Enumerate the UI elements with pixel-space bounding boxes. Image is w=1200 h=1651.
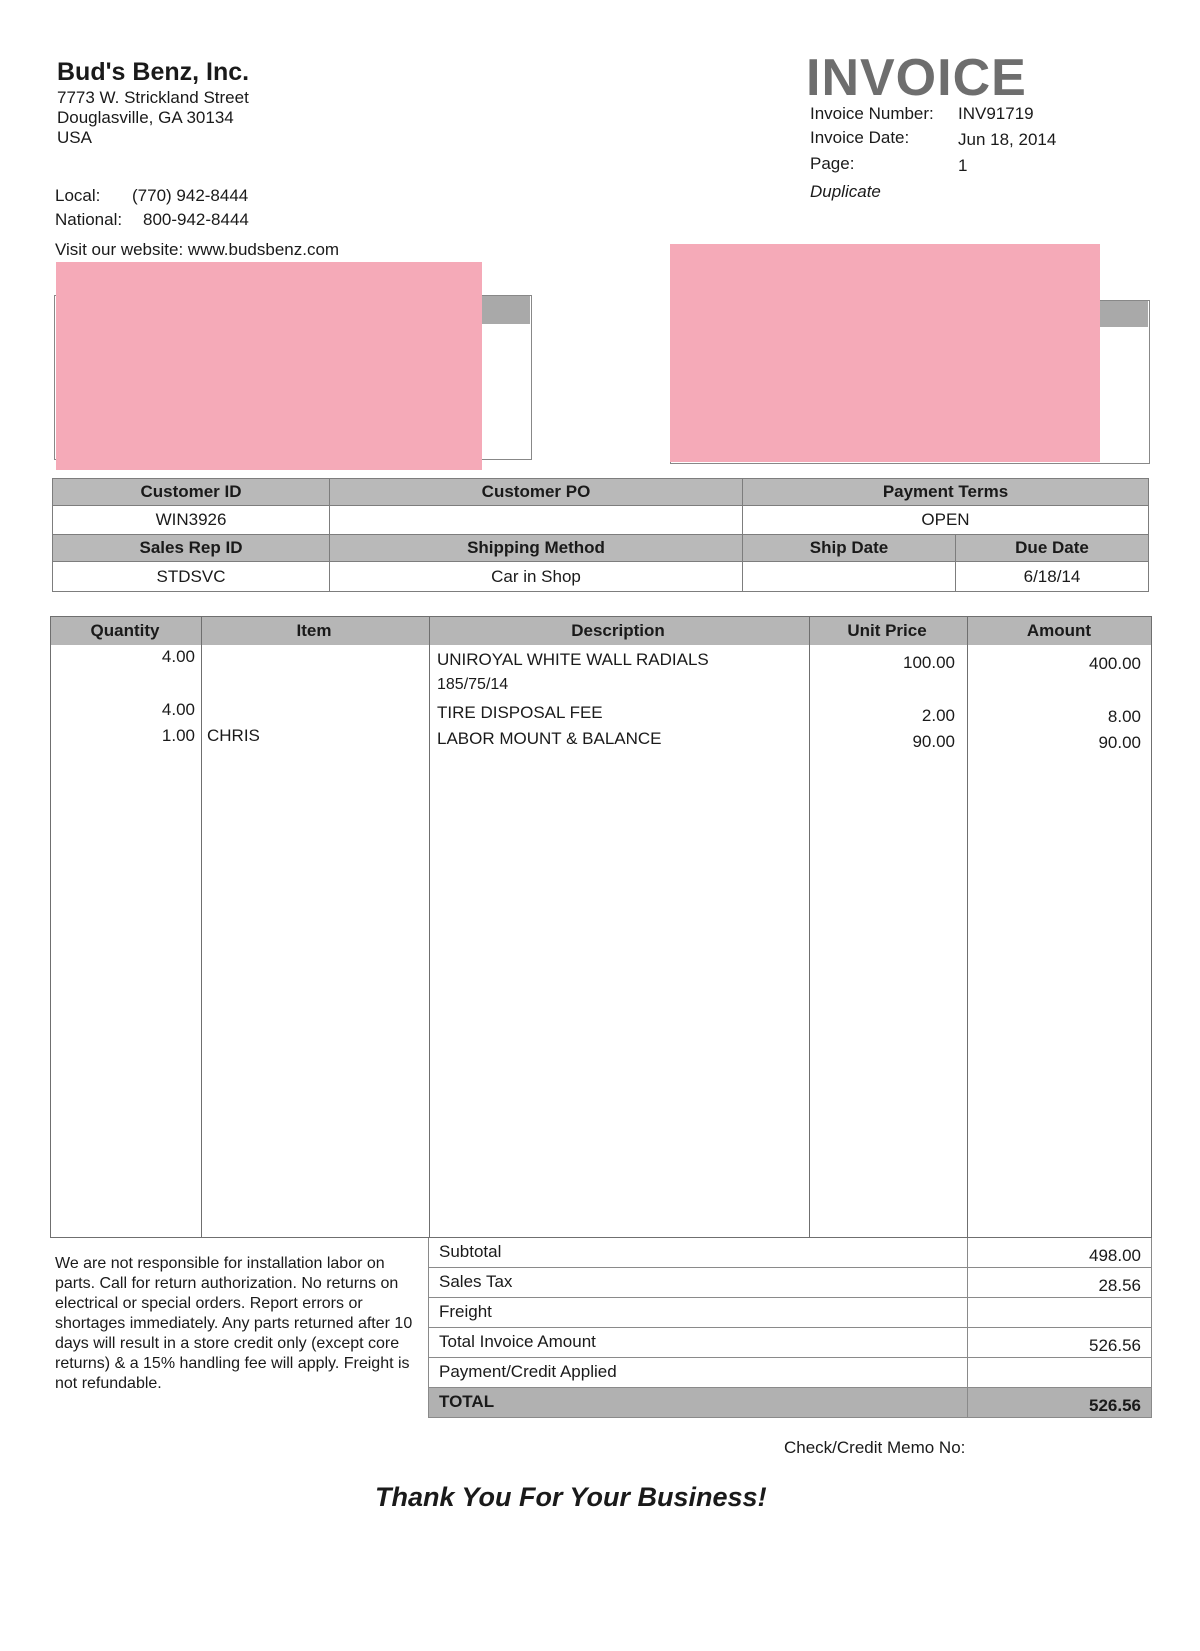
- sales-tax-label: Sales Tax: [439, 1272, 513, 1291]
- page-number: 1: [958, 156, 968, 175]
- sales-rep-value: STDSVC: [53, 562, 330, 592]
- total-invoice-value: 526.56: [1089, 1336, 1141, 1355]
- row1-description: UNIROYAL WHITE WALL RADIALS: [437, 650, 709, 669]
- total-value: 526.56: [1089, 1396, 1141, 1415]
- page-label: Page:: [810, 154, 855, 173]
- row4-quantity: 1.00: [161, 726, 195, 745]
- row4-description: LABOR MOUNT & BALANCE: [437, 729, 662, 748]
- header-description: Description: [571, 621, 665, 640]
- company-city: Douglasville, GA 30134: [57, 108, 234, 127]
- national-label: National:: [55, 210, 123, 229]
- ship-date-value: [743, 562, 956, 592]
- ship-date-header: Ship Date: [743, 535, 956, 562]
- ship-to-redaction: [670, 244, 1100, 462]
- thank-you-message: Thank You For Your Business!: [375, 1482, 767, 1512]
- line-items-header: [51, 617, 1151, 645]
- due-date-value: 6/18/14: [956, 562, 1149, 592]
- customer-id-value: WIN3926: [53, 506, 330, 535]
- subtotal-value: 498.00: [1089, 1246, 1141, 1265]
- company-country: USA: [57, 128, 92, 147]
- invoice-title: INVOICE: [806, 49, 1027, 107]
- row3-amount: 8.00: [1107, 707, 1141, 726]
- sales-rep-header: Sales Rep ID: [53, 535, 330, 562]
- row1-unit-price: 100.00: [903, 653, 955, 672]
- sales-tax-value: 28.56: [1098, 1276, 1141, 1295]
- row2-description: 185/75/14: [437, 676, 509, 693]
- header-quantity: Quantity: [90, 621, 160, 640]
- customer-id-header: Customer ID: [53, 479, 330, 506]
- invoice-date: Jun 18, 2014: [958, 130, 1057, 149]
- header-amount: Amount: [1026, 621, 1092, 640]
- invoice-date-label: Invoice Date:: [810, 128, 910, 147]
- info-table: [52, 478, 1149, 592]
- duplicate-note: Duplicate: [810, 182, 881, 201]
- customer-po-header: Customer PO: [330, 479, 743, 506]
- total-invoice-label: Total Invoice Amount: [439, 1332, 596, 1351]
- invoice-number-label: Invoice Number:: [810, 104, 934, 123]
- payment-terms-header: Payment Terms: [743, 479, 1149, 506]
- due-date-header: Due Date: [956, 535, 1149, 562]
- header-unit-price: Unit Price: [847, 621, 927, 640]
- row3-unit-price: 2.00: [921, 706, 955, 725]
- payment-credit-label: Payment/Credit Applied: [439, 1362, 617, 1381]
- header-item: Item: [296, 621, 332, 640]
- customer-po-value: [330, 506, 743, 535]
- row3-description: TIRE DISPOSAL FEE: [437, 703, 603, 722]
- row3-quantity: 4.00: [161, 700, 195, 719]
- disclaimer-text: We are not responsible for installation labor on parts. Call for return authorization. No returns on electrical or special orders. Report errors or shortages immediately. Any parts returned after 10 days will result in a store credit only (except core returns) & a 15% handling fee will apply. Freight is not refundable.: [55, 1255, 413, 1392]
- subtotal-label: Subtotal: [439, 1242, 502, 1261]
- company-name: Bud's Benz, Inc.: [57, 58, 250, 86]
- shipping-method-header: Shipping Method: [330, 535, 743, 562]
- row4-unit-price: 90.00: [912, 732, 955, 751]
- freight-label: Freight: [439, 1302, 492, 1321]
- company-website: Visit our website: www.budsbenz.com: [55, 240, 340, 259]
- bill-to-redaction: [56, 262, 482, 470]
- row4-amount: 90.00: [1098, 733, 1141, 752]
- totals-block: [428, 1238, 1152, 1418]
- check-memo-label: Check/Credit Memo No:: [784, 1438, 966, 1457]
- local-label: Local:: [55, 186, 101, 205]
- row4-item: CHRIS: [207, 726, 260, 745]
- bill-to-header-strip: [480, 296, 530, 324]
- ship-to-header-strip: [1098, 301, 1148, 327]
- invoice-number: INV91719: [958, 104, 1034, 123]
- company-street: 7773 W. Strickland Street: [57, 88, 249, 107]
- row1-quantity: 4.00: [161, 647, 195, 666]
- total-label: TOTAL: [439, 1392, 495, 1411]
- local-phone: (770) 942-8444: [132, 186, 249, 205]
- line-items-table: [50, 616, 1152, 1238]
- row1-amount: 400.00: [1089, 654, 1141, 673]
- shipping-method-value: Car in Shop: [330, 562, 743, 592]
- national-phone: 800-942-8444: [143, 210, 249, 229]
- payment-terms-value: OPEN: [743, 506, 1149, 535]
